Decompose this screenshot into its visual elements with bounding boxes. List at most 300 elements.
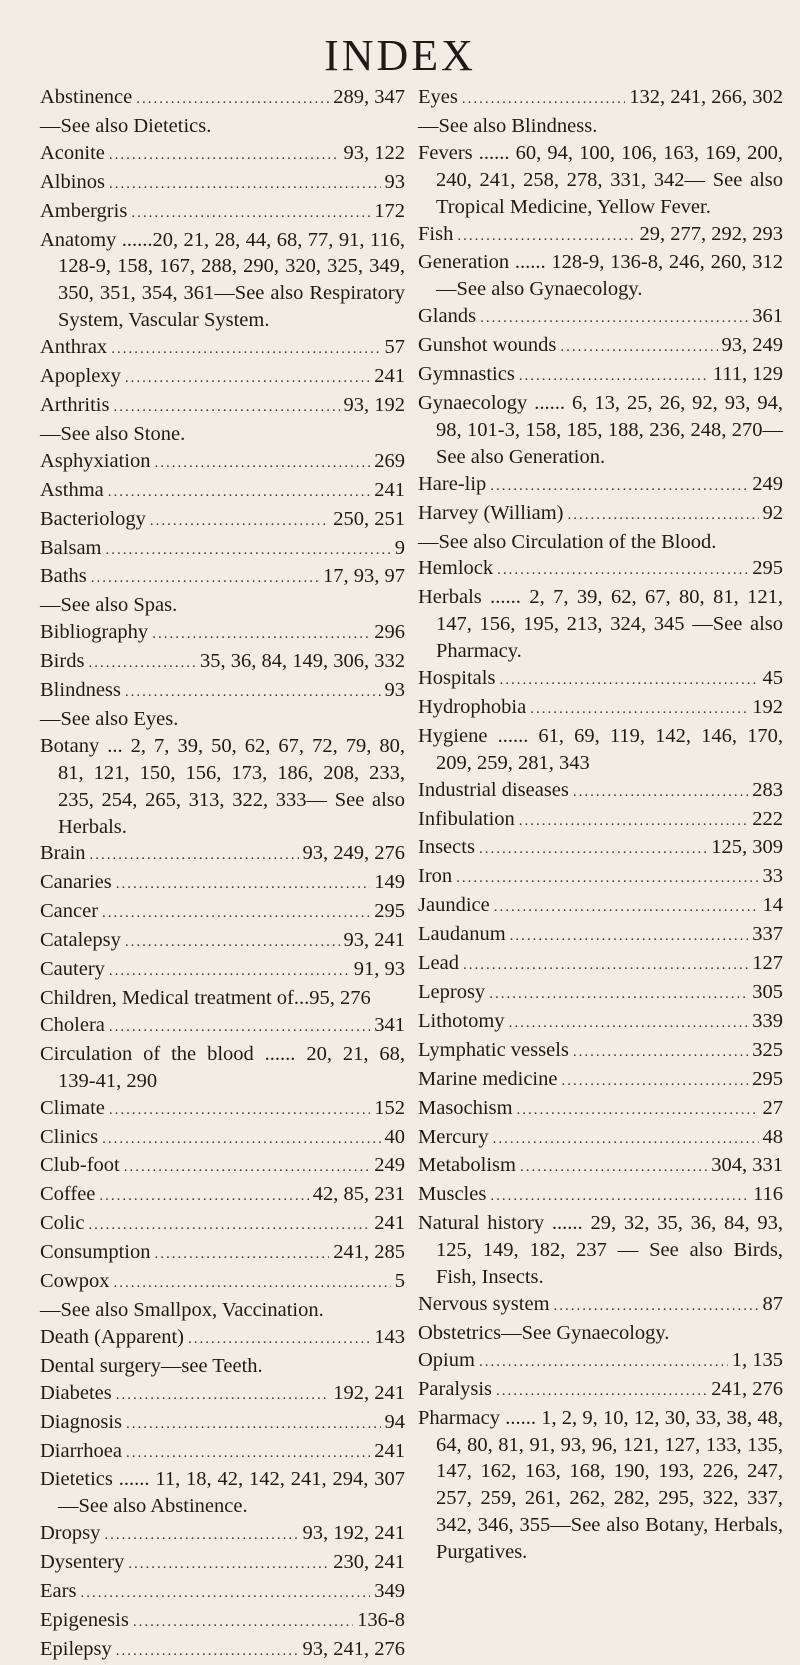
index-entry xyxy=(40,840,405,869)
index-pages: 127 xyxy=(752,952,783,975)
index-term: Arthritis xyxy=(40,393,110,416)
leader-dots xyxy=(462,86,625,113)
leader-dots xyxy=(499,667,758,694)
index-entry xyxy=(418,777,783,806)
index-entry xyxy=(40,619,405,648)
index-entry xyxy=(418,1008,783,1037)
index-term: Hydrophobia xyxy=(418,695,527,718)
index-term: Clinics xyxy=(40,1125,99,1148)
leader-dots xyxy=(188,1326,370,1353)
index-entry xyxy=(418,113,783,140)
index-term: Lymphatic vessels xyxy=(418,1038,569,1061)
index-text: Circulation of the blood ...... 20, 21, 68, 139-41, 290 xyxy=(40,1042,405,1092)
index-entry xyxy=(418,140,783,221)
leader-dots xyxy=(493,1126,759,1153)
index-term: Coffee xyxy=(40,1183,96,1206)
index-entry xyxy=(40,392,405,421)
index-term: Apoplexy xyxy=(40,365,121,388)
leader-dots xyxy=(457,223,635,250)
index-text: Fevers ...... 60, 94, 100, 106, 163, 169, 200, 240, 241, 258, 278, 331, 342— See also Tropical Medicine, Yellow Fever. xyxy=(418,141,783,218)
index-entry xyxy=(40,1152,405,1181)
index-entry xyxy=(40,363,405,392)
index-pages: 93, 122 xyxy=(343,141,405,164)
leader-dots xyxy=(530,696,748,723)
leader-dots xyxy=(106,537,391,564)
index-term: Lithotomy xyxy=(418,1009,505,1032)
index-term: Colic xyxy=(40,1212,85,1235)
index-term: Birds xyxy=(40,650,85,673)
index-entry xyxy=(418,863,783,892)
index-column-right xyxy=(418,84,783,1566)
index-pages: 283 xyxy=(752,778,783,801)
index-pages: 149 xyxy=(374,871,405,894)
index-text: Dietetics ...... 11, 18, 42, 142, 241, 294, 307—See also Abstinence. xyxy=(40,1468,405,1518)
index-pages: 249 xyxy=(752,472,783,495)
leader-dots xyxy=(479,836,707,863)
index-text: Pharmacy ...... 1, 2, 9, 10, 12, 30, 33, 38, 48, 64, 80, 81, 91, 93, 96, 121, 127, 133, 135, 147, 162, 163, 168, 190, 193, 226, 247, 257, 259, 261, 262, 282, 295, 322, 337, 342, 346, 355—See also Botany, Herbals, Purgatives. xyxy=(418,1406,783,1564)
index-pages: 33 xyxy=(762,865,783,888)
leader-dots xyxy=(496,1378,707,1405)
index-pages: 295 xyxy=(752,557,783,580)
index-pages: 125, 309 xyxy=(711,836,783,859)
index-entry xyxy=(40,227,405,335)
index-term: Club-foot xyxy=(40,1154,120,1177)
index-entry xyxy=(40,1239,405,1268)
index-entry xyxy=(418,361,783,390)
index-entry xyxy=(418,665,783,694)
leader-dots xyxy=(126,1411,381,1438)
index-entry xyxy=(418,921,783,950)
index-term: Muscles xyxy=(418,1183,487,1206)
index-term: Brain xyxy=(40,842,86,865)
index-entry xyxy=(40,592,405,619)
index-term: Masochism xyxy=(418,1096,513,1119)
index-entry xyxy=(40,1380,405,1409)
index-entry xyxy=(40,733,405,841)
leader-dots xyxy=(133,1609,353,1636)
leader-dots xyxy=(113,1270,390,1297)
index-text: Children, Medical treatment of...95, 276 xyxy=(40,987,371,1009)
index-entry xyxy=(40,1578,405,1607)
leader-dots xyxy=(128,1551,329,1578)
index-pages: 192 xyxy=(752,695,783,718)
index-term: Ears xyxy=(40,1580,77,1603)
leader-dots xyxy=(567,502,758,529)
index-entry xyxy=(40,169,405,198)
index-pages: 27 xyxy=(762,1096,783,1119)
index-pages: 295 xyxy=(752,1067,783,1090)
leader-dots xyxy=(80,1580,370,1607)
index-term: Blindness xyxy=(40,679,121,702)
index-term: Asphyxiation xyxy=(40,449,151,472)
leader-dots xyxy=(109,1097,370,1124)
index-entry xyxy=(40,1012,405,1041)
index-term: Hemlock xyxy=(418,557,494,580)
index-entry xyxy=(40,198,405,227)
index-entry xyxy=(40,677,405,706)
index-term: Hare-lip xyxy=(418,472,487,495)
index-entry xyxy=(418,1124,783,1153)
leader-dots xyxy=(125,679,381,706)
index-entry xyxy=(40,706,405,733)
index-pages: 14 xyxy=(762,894,783,917)
index-pages: 143 xyxy=(374,1325,405,1348)
index-entry xyxy=(418,249,783,303)
index-entry xyxy=(40,1324,405,1353)
leader-dots xyxy=(104,1522,298,1549)
leader-dots xyxy=(91,565,319,592)
index-pages: 305 xyxy=(752,981,783,1003)
leader-dots xyxy=(108,479,370,506)
index-pages: 29, 277, 292, 293 xyxy=(639,222,783,245)
leader-dots xyxy=(561,1068,748,1095)
index-entry xyxy=(418,1405,783,1566)
index-pages: 361 xyxy=(752,305,783,328)
index-term: Industrial diseases xyxy=(418,778,569,801)
index-pages: 249 xyxy=(374,1154,405,1177)
index-entry xyxy=(40,448,405,477)
leader-dots xyxy=(124,1154,371,1181)
index-term: Diabetes xyxy=(40,1381,112,1404)
index-term: Cancer xyxy=(40,900,99,923)
leader-dots xyxy=(573,779,748,806)
index-term: Paralysis xyxy=(418,1377,493,1400)
leader-dots xyxy=(494,894,759,921)
index-entry xyxy=(418,1320,783,1347)
index-term: Opium xyxy=(418,1348,475,1371)
index-pages: 304, 331 xyxy=(711,1154,783,1177)
leader-dots xyxy=(463,952,748,979)
index-entry xyxy=(40,334,405,363)
leader-dots xyxy=(116,1638,299,1665)
index-pages: 93, 249 xyxy=(721,334,783,357)
index-entry xyxy=(418,694,783,723)
leader-dots xyxy=(154,450,370,477)
index-entry xyxy=(40,1268,405,1297)
index-entry xyxy=(40,563,405,592)
index-term: Hospitals xyxy=(418,667,496,690)
index-entry xyxy=(418,500,783,529)
index-term: Laudanum xyxy=(418,923,506,946)
leader-dots xyxy=(88,650,196,677)
index-entry xyxy=(40,1210,405,1239)
index-term: Cowpox xyxy=(40,1270,110,1293)
index-term: Climate xyxy=(40,1096,105,1119)
index-pages: 92 xyxy=(762,501,783,524)
index-entry xyxy=(418,1347,783,1376)
index-entry xyxy=(40,898,405,927)
index-pages: 192, 241 xyxy=(333,1381,405,1404)
index-pages: 136-8 xyxy=(357,1608,405,1631)
index-pages: 17, 93, 97 xyxy=(323,565,405,588)
index-term: Canaries xyxy=(40,871,112,894)
index-pages: 116 xyxy=(753,1183,783,1206)
leader-dots xyxy=(109,958,350,985)
index-pages: 93, 241, 276 xyxy=(302,1637,405,1660)
index-entry xyxy=(418,892,783,921)
leader-dots xyxy=(116,871,371,898)
index-entry xyxy=(40,869,405,898)
index-pages: 296 xyxy=(374,621,405,644)
index-text: Herbals ...... 2, 7, 39, 62, 67, 80, 81, 121, 147, 156, 195, 213, 324, 345 —See also Pharmacy. xyxy=(418,586,783,663)
index-pages: 91, 93 xyxy=(353,958,405,981)
index-pages: 40 xyxy=(384,1125,405,1148)
index-term: Anthrax xyxy=(40,336,108,359)
leader-dots xyxy=(573,1039,748,1066)
index-term: Albinos xyxy=(40,170,105,193)
leader-dots xyxy=(480,305,748,332)
index-entry xyxy=(418,1210,783,1291)
index-pages: 93, 241 xyxy=(343,929,405,952)
index-text: Botany ... 2, 7, 39, 50, 62, 67, 72, 79, 80, 81, 121, 150, 156, 173, 186, 208, 233, 235, 254, 265, 313, 322, 333— See also Herbals. xyxy=(40,734,405,838)
index-pages: 339 xyxy=(752,1009,783,1032)
index-entry xyxy=(40,1041,405,1095)
index-term: Baths xyxy=(40,565,87,588)
index-term: Iron xyxy=(418,865,453,888)
index-term: Insects xyxy=(418,836,475,859)
index-text: Hygiene ...... 61, 69, 119, 142, 146, 170, 209, 259, 281, 343 xyxy=(418,724,783,774)
index-term: Harvey (William) xyxy=(418,501,564,524)
leader-dots xyxy=(88,1212,370,1239)
leader-dots xyxy=(519,363,709,390)
leader-dots xyxy=(102,900,370,927)
index-term: Nervous system xyxy=(418,1292,550,1315)
index-pages: 230, 241 xyxy=(333,1551,405,1574)
index-term: Bibliography xyxy=(40,621,149,644)
index-text: Natural history ...... 29, 32, 35, 36, 84, 93, 125, 149, 182, 237 — See also Birds, Fish, Insects. xyxy=(418,1212,783,1289)
index-entry xyxy=(40,535,405,564)
index-entry xyxy=(418,806,783,835)
leader-dots xyxy=(150,508,329,535)
index-pages: 341 xyxy=(374,1013,405,1036)
index-term: Consumption xyxy=(40,1241,151,1264)
index-entry xyxy=(40,1636,405,1665)
index-entry xyxy=(418,471,783,500)
index-pages: 289, 347 xyxy=(333,86,405,108)
leader-dots xyxy=(509,1010,749,1037)
index-entry xyxy=(40,1353,405,1380)
leader-dots xyxy=(510,923,749,950)
leader-dots xyxy=(155,1241,330,1268)
leader-dots xyxy=(131,200,370,227)
index-pages: 349 xyxy=(374,1580,405,1603)
index-entry xyxy=(40,1438,405,1467)
index-text: —See also Smallpox, Vaccination. xyxy=(40,1298,324,1321)
leader-dots xyxy=(102,1126,380,1153)
leader-dots xyxy=(479,1349,728,1376)
leader-dots xyxy=(90,842,299,869)
index-entry xyxy=(40,648,405,677)
index-entry xyxy=(40,1124,405,1153)
index-term: Death (Apparent) xyxy=(40,1325,185,1348)
index-term: Fish xyxy=(418,222,454,245)
index-pages: 241, 276 xyxy=(711,1377,783,1400)
leader-dots xyxy=(125,929,340,956)
index-pages: 93 xyxy=(384,679,405,702)
leader-dots xyxy=(113,394,339,421)
leader-dots xyxy=(116,1382,330,1409)
index-term: Abstinence xyxy=(40,86,133,108)
index-pages: 295 xyxy=(374,900,405,923)
index-pages: 1, 135 xyxy=(731,1348,783,1371)
index-entry xyxy=(40,506,405,535)
index-pages: 42, 85, 231 xyxy=(312,1183,405,1206)
index-term: Bacteriology xyxy=(40,507,146,530)
index-pages: 325 xyxy=(752,1038,783,1061)
index-text: Dental surgery—see Teeth. xyxy=(40,1354,263,1377)
index-pages: 172 xyxy=(374,199,405,222)
index-entry xyxy=(418,1376,783,1405)
index-entry xyxy=(418,529,783,556)
index-entry xyxy=(40,1095,405,1124)
leader-dots xyxy=(109,1014,370,1041)
index-entry xyxy=(418,1066,783,1095)
index-entry xyxy=(418,221,783,250)
index-term: Aconite xyxy=(40,141,105,164)
index-entry xyxy=(40,1607,405,1636)
index-term: Gunshot wounds xyxy=(418,334,557,357)
index-entry xyxy=(40,1409,405,1438)
index-entry xyxy=(418,332,783,361)
index-entry xyxy=(418,950,783,979)
index-entry xyxy=(40,1466,405,1520)
index-entry xyxy=(418,979,783,1008)
index-term: Cholera xyxy=(40,1013,105,1036)
leader-dots xyxy=(520,1154,707,1181)
index-term: Dysentery xyxy=(40,1551,125,1574)
index-pages: 93, 192 xyxy=(343,393,405,416)
index-pages: 269 xyxy=(374,449,405,472)
index-term: Epigenesis xyxy=(40,1608,129,1631)
index-term: Balsam xyxy=(40,536,102,559)
leader-dots xyxy=(560,334,717,361)
leader-dots xyxy=(109,142,340,169)
index-entry xyxy=(40,1181,405,1210)
index-term: Diarrhoea xyxy=(40,1439,122,1462)
leader-dots xyxy=(109,171,381,198)
index-pages: 87 xyxy=(762,1292,783,1315)
index-pages: 111, 129 xyxy=(712,363,783,386)
index-term: Lead xyxy=(418,952,459,975)
leader-dots xyxy=(519,808,748,835)
leader-dots xyxy=(111,336,380,363)
leader-dots xyxy=(125,365,370,392)
index-entry xyxy=(40,927,405,956)
leader-dots xyxy=(490,473,748,500)
index-entry xyxy=(40,956,405,985)
index-term: Mercury xyxy=(418,1125,489,1148)
index-entry xyxy=(418,723,783,777)
index-pages: 48 xyxy=(762,1125,783,1148)
index-pages: 5 xyxy=(394,1270,405,1293)
page-title: INDEX xyxy=(324,31,476,80)
index-text: —See also Circulation of the Blood. xyxy=(418,530,717,553)
index-pages: 241 xyxy=(374,478,405,501)
index-pages: 152 xyxy=(374,1096,405,1119)
index-entry xyxy=(418,1095,783,1124)
leader-dots xyxy=(136,86,329,113)
index-text: Obstetrics—See Gynaecology. xyxy=(418,1321,670,1344)
index-term: Eyes xyxy=(418,86,458,108)
index-entry xyxy=(418,84,783,113)
index-pages: 93, 192, 241 xyxy=(302,1522,405,1545)
index-entry xyxy=(418,555,783,584)
leader-dots xyxy=(489,981,748,1008)
leader-dots xyxy=(99,1183,308,1210)
index-entry xyxy=(418,1291,783,1320)
index-term: Marine medicine xyxy=(418,1067,558,1090)
index-text: —See also Dietetics. xyxy=(40,114,212,137)
index-text: Gynaecology ...... 6, 13, 25, 26, 92, 93, 94, 98, 101-3, 158, 185, 188, 236, 248, 270—See also Generation. xyxy=(418,391,783,468)
index-pages: 93, 249, 276 xyxy=(302,842,405,865)
index-entry xyxy=(40,477,405,506)
index-entry xyxy=(40,1520,405,1549)
index-text: Anatomy ......20, 21, 28, 44, 68, 77, 91, 116, 128-9, 158, 167, 288, 290, 320, 325, 349, 350, 351, 354, 361—See also Respiratory System, Vascular System. xyxy=(40,228,405,332)
index-pages: 9 xyxy=(394,536,405,559)
index-pages: 45 xyxy=(762,667,783,690)
index-entry xyxy=(40,1549,405,1578)
index-entry xyxy=(418,1181,783,1210)
index-pages: 337 xyxy=(752,923,783,946)
index-term: Diagnosis xyxy=(40,1410,122,1433)
index-pages: 250, 251 xyxy=(333,507,405,530)
index-entry xyxy=(418,1037,783,1066)
index-term: Infibulation xyxy=(418,807,515,830)
index-entry xyxy=(40,985,405,1012)
index-entry xyxy=(418,390,783,471)
leader-dots xyxy=(152,621,370,648)
index-term: Jaundice xyxy=(418,894,490,917)
index-text: —See also Spas. xyxy=(40,594,178,617)
index-term: Gymnastics xyxy=(418,363,515,386)
index-pages: 94 xyxy=(384,1410,405,1433)
leader-dots xyxy=(126,1440,370,1467)
index-entry xyxy=(40,84,405,113)
index-term: Ambergris xyxy=(40,199,128,222)
leader-dots xyxy=(490,1183,749,1210)
index-term: Leprosy xyxy=(418,981,486,1003)
index-entry xyxy=(40,1297,405,1324)
leader-dots xyxy=(554,1293,759,1320)
index-pages: 132, 241, 266, 302 xyxy=(629,86,783,108)
index-term: Metabolism xyxy=(418,1154,516,1177)
leader-dots xyxy=(497,557,748,584)
index-pages: 241 xyxy=(374,1439,405,1462)
index-pages: 241 xyxy=(374,1212,405,1235)
index-term: Catalepsy xyxy=(40,929,121,952)
index-term: Cautery xyxy=(40,958,105,981)
index-term: Dropsy xyxy=(40,1522,101,1545)
index-text: —See also Stone. xyxy=(40,422,186,445)
leader-dots xyxy=(456,865,758,892)
index-text: —See also Eyes. xyxy=(40,707,179,730)
index-text: Generation ...... 128-9, 136-8, 246, 260, 312—See also Gynaecology. xyxy=(418,251,783,301)
index-pages: 93 xyxy=(384,170,405,193)
index-pages: 241 xyxy=(374,365,405,388)
index-term: Asthma xyxy=(40,478,104,501)
index-entry xyxy=(418,834,783,863)
index-entry xyxy=(40,113,405,140)
leader-dots xyxy=(517,1097,759,1124)
index-term: Epilepsy xyxy=(40,1637,112,1660)
index-pages: 57 xyxy=(384,336,405,359)
index-pages: 241, 285 xyxy=(333,1241,405,1264)
index-column-left xyxy=(40,84,405,1665)
index-entry xyxy=(40,421,405,448)
index-term: Glands xyxy=(418,305,477,328)
index-entry xyxy=(418,303,783,332)
index-pages: 222 xyxy=(752,807,783,830)
